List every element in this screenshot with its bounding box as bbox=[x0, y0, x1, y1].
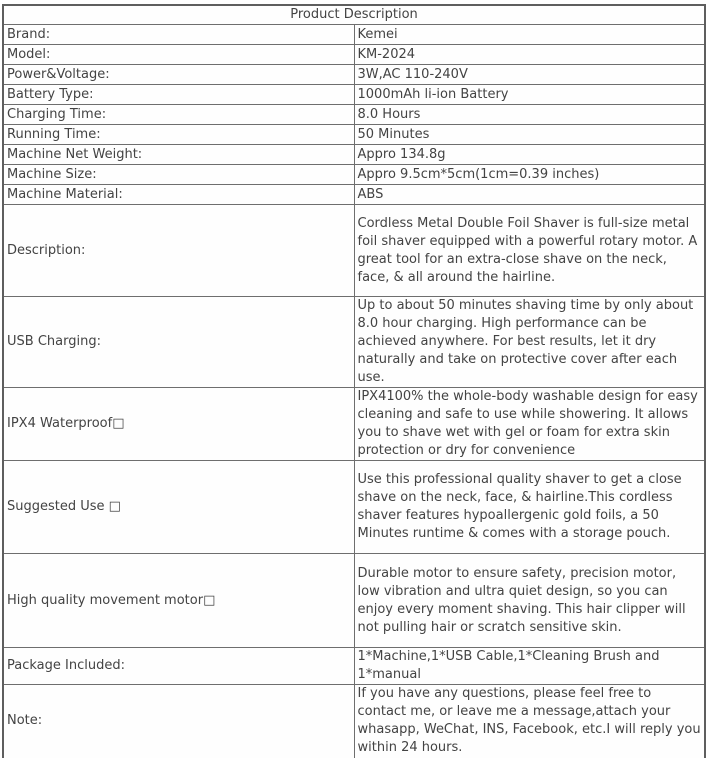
table-row-model bbox=[3, 45, 705, 65]
row-label: USB Charging: bbox=[3, 297, 354, 388]
table-row-movement-motor bbox=[3, 554, 705, 648]
row-value: 8.0 Hours bbox=[354, 105, 705, 125]
row-label: High quality movement motor□ bbox=[3, 554, 354, 648]
row-label: Machine Net Weight: bbox=[3, 145, 354, 165]
row-label: Power&Voltage: bbox=[3, 65, 354, 85]
table-row-suggested-use bbox=[3, 461, 705, 554]
table-row-power-voltage bbox=[3, 65, 705, 85]
row-label: IPX4 Waterproof□ bbox=[3, 388, 354, 461]
row-label: Description: bbox=[3, 205, 354, 297]
row-label: Model: bbox=[3, 45, 354, 65]
table-row-brand bbox=[3, 25, 705, 45]
table-row-description bbox=[3, 205, 705, 297]
row-label: Running Time: bbox=[3, 125, 354, 145]
row-value: 3W,AC 110-240V bbox=[354, 65, 705, 85]
row-value: Durable motor to ensure safety, precision motor, low vibration and ultra quiet design, so you can enjoy every moment shaving. This hair clipper will not pulling hair or scratch sensitive skin. bbox=[354, 554, 705, 648]
row-value: Cordless Metal Double Foil Shaver is full-size metal foil shaver equipped with a powerful rotary motor. A great tool for an extra-close shave on the neck, face, & all around the hairline. bbox=[354, 205, 705, 297]
row-value: Appro 9.5cm*5cm(1cm=0.39 inches) bbox=[354, 165, 705, 185]
row-value: If you have any questions, please feel free to contact me, or leave me a message,attach your whasapp, WeChat, INS, Facebook, etc.I will reply you within 24 hours. bbox=[354, 685, 705, 758]
table-row-note bbox=[3, 685, 705, 758]
row-value: IPX4100% the whole-body washable design for easy cleaning and safe to use while showering. It allows you to shave wet with gel or foam for extra skin protection or dry for convenience bbox=[354, 388, 705, 461]
row-value: Use this professional quality shaver to get a close shave on the neck, face, & hairline.This cordless shaver features hypoallergenic gold foils, a 50 Minutes runtime & comes with a storage pouch. bbox=[354, 461, 705, 554]
table-row-battery-type bbox=[3, 85, 705, 105]
row-label: Charging Time: bbox=[3, 105, 354, 125]
row-value: Appro 134.8g bbox=[354, 145, 705, 165]
table-row-package-included bbox=[3, 648, 705, 685]
row-value: 1*Machine,1*USB Cable,1*Cleaning Brush and 1*manual bbox=[354, 648, 705, 685]
product-description-table bbox=[2, 4, 706, 758]
table-row-machine-size bbox=[3, 165, 705, 185]
row-label: Package Included: bbox=[3, 648, 354, 685]
row-value: 1000mAh li-ion Battery bbox=[354, 85, 705, 105]
table-row-usb-charging bbox=[3, 297, 705, 388]
row-value: Up to about 50 minutes shaving time by only about 8.0 hour charging. High performance can be achieved anywhere. For best results, let it dry naturally and take on protective cover after each use. bbox=[354, 297, 705, 388]
row-value: 50 Minutes bbox=[354, 125, 705, 145]
row-label: Note: bbox=[3, 685, 354, 758]
table-row-charging-time bbox=[3, 105, 705, 125]
row-label: Brand: bbox=[3, 25, 354, 45]
row-label: Suggested Use □ bbox=[3, 461, 354, 554]
row-label: Battery Type: bbox=[3, 85, 354, 105]
table-row-machine-material bbox=[3, 185, 705, 205]
row-value: ABS bbox=[354, 185, 705, 205]
row-value: Kemei bbox=[354, 25, 705, 45]
table-title: Product Description bbox=[3, 5, 705, 25]
table-header-row bbox=[3, 5, 705, 25]
row-label: Machine Size: bbox=[3, 165, 354, 185]
table-row-net-weight bbox=[3, 145, 705, 165]
table-row-running-time bbox=[3, 125, 705, 145]
row-label: Machine Material: bbox=[3, 185, 354, 205]
table-row-ipx4-waterproof bbox=[3, 388, 705, 461]
row-value: KM-2024 bbox=[354, 45, 705, 65]
